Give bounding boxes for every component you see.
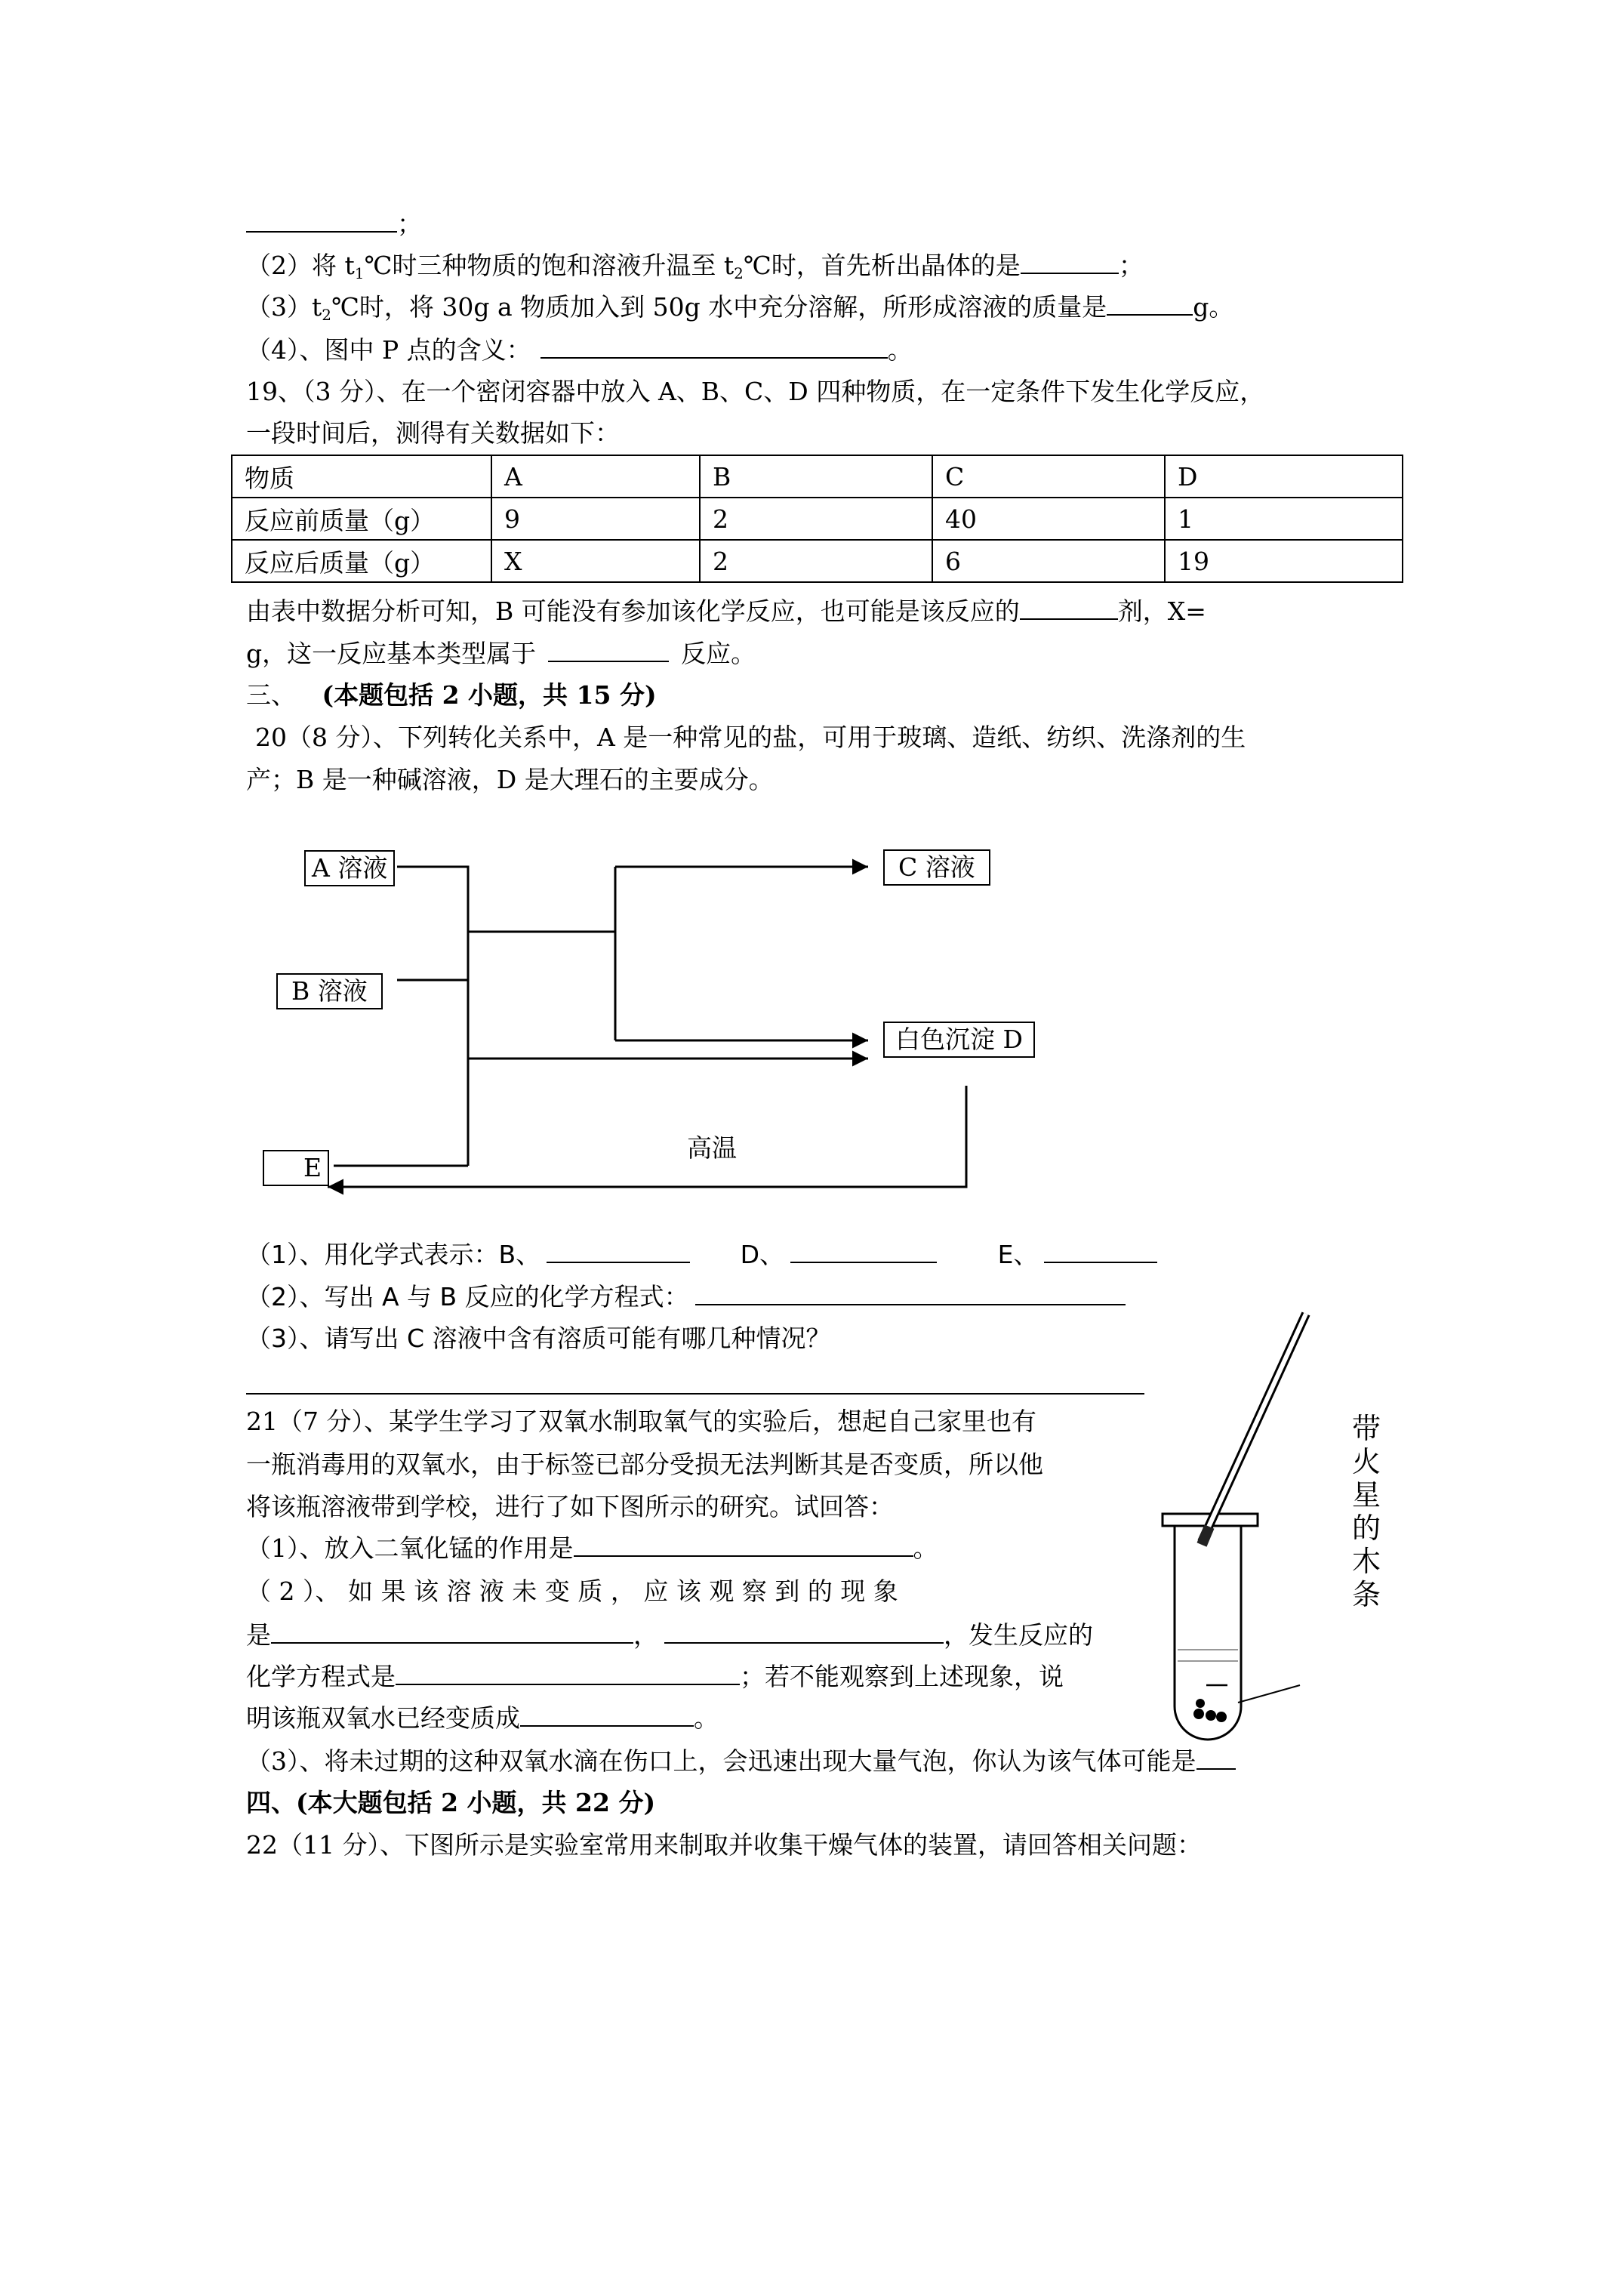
text: ；若不能观察到上述现象，说: [740, 1662, 1064, 1691]
table-cell: C: [932, 455, 1165, 498]
node-a-solution: A 溶液: [304, 850, 395, 886]
text: ，发生反应的: [944, 1620, 1093, 1650]
label-char: 火: [1351, 1445, 1381, 1478]
section-4-heading: 四、(本大题包括 2 小题，共 22 分): [246, 1788, 656, 1817]
question-19-line-2: 一段时间后，测得有关数据如下：: [246, 418, 620, 448]
label-char: 星: [1351, 1478, 1381, 1512]
label-char: 的: [1351, 1512, 1381, 1545]
question-20-part-3: （3）、请写出 C 溶液中含有溶质可能有哪几种情况？: [246, 1324, 831, 1353]
text: ℃时，将 30g a 物质加入到 50g 水中充分溶解，所形成溶液的质量是: [331, 292, 1107, 322]
question-22-line: 22（11 分）、下图所示是实验室常用来制取并收集干燥气体的装置，请回答相关问题：: [246, 1830, 1202, 1860]
text: （2）、写出 A 与 B 反应的化学方程式：: [246, 1282, 689, 1311]
text: 三、: [246, 680, 296, 710]
question-19-line-1: 19、（3 分）、在一个密闭容器中放入 A、B、C、D 四种物质，在一定条件下发生化学反应，: [246, 377, 1265, 406]
label-char: 条: [1351, 1578, 1381, 1611]
text: ℃时，首先析出晶体的是: [743, 251, 1021, 280]
table-cell: 2: [700, 498, 932, 540]
text: (本题包括 2 小题，共 15 分): [322, 680, 657, 710]
subscript: 1: [354, 264, 365, 282]
text: g。: [1193, 292, 1234, 322]
mno2-particle: [1193, 1709, 1204, 1719]
text: 。: [887, 335, 913, 365]
pointer-line: [1238, 1685, 1300, 1703]
table-cell: 1: [1165, 498, 1403, 540]
mno2-particle: [1216, 1712, 1227, 1722]
test-tube: [1175, 1526, 1241, 1740]
table-cell: 2: [700, 540, 932, 582]
table-cell: X: [491, 540, 700, 582]
text: （3）、将未过期的这种双氧水滴在伤口上，会迅速出现大量气泡，你认为该气体可能是: [246, 1746, 1196, 1776]
question-21-line-2: 一瓶消毒用的双氧水，由于标签已部分受损无法判断其是否变质，所以他: [246, 1450, 1043, 1479]
label-char: 带: [1351, 1412, 1381, 1445]
text: 反应。: [681, 639, 756, 668]
question-20-line-2: 产；B 是一种碱溶液，D 是大理石的主要成分。: [246, 765, 774, 794]
label-char: 木: [1351, 1545, 1381, 1578]
node-c-solution: C 溶液: [883, 849, 990, 886]
text: ；: [397, 209, 422, 239]
question-21-part-2-line-1: （ 2 ）、 如 果 该 溶 液 未 变 质 ， 应 该 观 察 到 的 现 象: [246, 1576, 898, 1606]
text: 化学方程式是: [246, 1662, 396, 1691]
text: D、: [740, 1240, 785, 1269]
mno2-particle: [1196, 1699, 1205, 1708]
text: ；: [1118, 251, 1144, 280]
figure-label-glowing-splint: [1350, 1412, 1383, 1611]
text: ℃时三种物质的饱和溶液升温至 t: [364, 251, 735, 280]
subscript: 2: [734, 264, 744, 282]
node-d-precipitate: 白色沉淀 D: [883, 1022, 1035, 1058]
table-cell: 物质: [232, 455, 491, 498]
table-cell: B: [700, 455, 932, 498]
question-21-line-1: 21（7 分）、某学生学习了双氧水制取氧气的实验后，想起自己家里也有: [246, 1407, 1036, 1436]
node-e: E: [263, 1150, 329, 1186]
table-cell: 40: [932, 498, 1165, 540]
table-cell: 19: [1165, 540, 1403, 582]
text: 明该瓶双氧水已经变质成: [246, 1703, 520, 1733]
text: （4）、图中 P 点的含义：: [246, 335, 531, 365]
mno2-particle: [1206, 1710, 1216, 1721]
text: g，这一反应基本类型属于: [246, 639, 537, 668]
wooden-splint-inner: [1202, 1314, 1306, 1542]
table-cell: 反应后质量（g）: [232, 540, 491, 582]
question-20-line-1: 20（8 分）、下列转化关系中，A 是一种常见的盐，可用于玻璃、造纸、纺织、洗涤剂的生: [255, 723, 1246, 752]
table-cell: 9: [491, 498, 700, 540]
text: （2）将 t: [246, 251, 355, 280]
table-cell: 6: [932, 540, 1165, 582]
subscript: 2: [322, 306, 331, 324]
glowing-tip: [1202, 1527, 1209, 1545]
text: ，: [633, 1620, 658, 1650]
text: 。: [913, 1533, 938, 1563]
text: （3）t: [246, 292, 322, 322]
table-cell: 反应前质量（g）: [232, 498, 491, 540]
text: 剂，X=: [1117, 596, 1206, 626]
text: （1）、放入二氧化锰的作用是: [246, 1533, 574, 1563]
label-high-temperature: 高温: [687, 1133, 737, 1163]
table-cell: A: [491, 455, 700, 498]
table-cell: D: [1165, 455, 1403, 498]
text: E、: [997, 1240, 1039, 1269]
text: （1）、用化学式表示：B、: [246, 1240, 541, 1269]
text: 。: [694, 1703, 719, 1733]
text: 由表中数据分析可知，B 可能没有参加该化学反应，也可能是该反应的: [246, 596, 1020, 626]
node-b-solution: B 溶液: [276, 973, 383, 1009]
text: 是: [246, 1620, 271, 1650]
question-21-line-3: 将该瓶溶液带到学校，进行了如下图所示的研究。试回答：: [246, 1492, 894, 1521]
